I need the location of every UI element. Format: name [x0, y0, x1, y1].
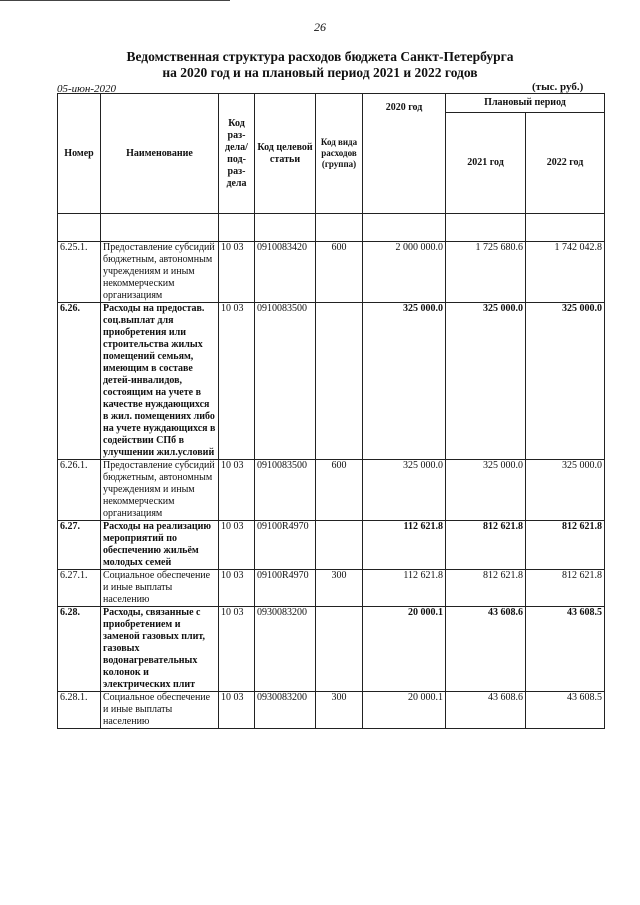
- row-amount-2021: 1 725 680.6: [446, 242, 526, 303]
- row-amount-2020: 325 000.0: [363, 460, 446, 521]
- row-amount-2020: 20 000.1: [363, 692, 446, 729]
- row-razdel: 10 03: [219, 692, 255, 729]
- row-csr: 0930083200: [255, 692, 316, 729]
- table-row: [58, 242, 605, 303]
- row-vr: [316, 303, 363, 460]
- header-number: Номер: [58, 94, 101, 214]
- header-vr: Код вида расходов (группа): [316, 94, 363, 214]
- table-row: [58, 607, 605, 692]
- row-number: 6.28.: [58, 607, 101, 692]
- row-amount-2022: 325 000.0: [526, 460, 605, 521]
- row-razdel: 10 03: [219, 607, 255, 692]
- document-title: [0, 49, 640, 81]
- title-line-2: на 2020 год и на плановый период 2021 и 2022 годов: [162, 65, 478, 80]
- row-vr: 600: [316, 460, 363, 521]
- row-amount-2020: 2 000 000.0: [363, 242, 446, 303]
- row-number: 6.27.: [58, 521, 101, 570]
- top-rule: [0, 0, 230, 1]
- row-razdel: 10 03: [219, 521, 255, 570]
- row-vr: 300: [316, 570, 363, 607]
- row-name: Социальное обеспечение и иные выплаты населению: [101, 570, 219, 607]
- row-number: 6.27.1.: [58, 570, 101, 607]
- row-amount-2020: 112 621.8: [363, 521, 446, 570]
- table-row: [58, 692, 605, 729]
- row-amount-2021: 43 608.6: [446, 692, 526, 729]
- row-csr: 0910083500: [255, 460, 316, 521]
- row-name: Социальное обеспечение и иные выплаты населению: [101, 692, 219, 729]
- row-name: Предоставление субсидий бюджетным, автономным учреждениям и иным некоммерческим организациям: [101, 460, 219, 521]
- header-name: Наименование: [101, 94, 219, 214]
- row-razdel: 10 03: [219, 570, 255, 607]
- row-number: 6.28.1.: [58, 692, 101, 729]
- title-line-1: Ведомственная структура расходов бюджета Санкт-Петербурга: [126, 49, 514, 64]
- row-csr: 09100R4970: [255, 570, 316, 607]
- row-vr: [316, 521, 363, 570]
- row-csr: 0930083200: [255, 607, 316, 692]
- row-amount-2020: 325 000.0: [363, 303, 446, 460]
- row-amount-2022: 812 621.8: [526, 521, 605, 570]
- budget-table: [57, 93, 605, 729]
- header-razdel: Код раз-дела/ под-раз-дела: [219, 94, 255, 214]
- table-row: [58, 303, 605, 460]
- row-amount-2020: 20 000.1: [363, 607, 446, 692]
- blank-row: [58, 214, 605, 242]
- row-razdel: 10 03: [219, 460, 255, 521]
- row-vr: 300: [316, 692, 363, 729]
- row-amount-2021: 812 621.8: [446, 521, 526, 570]
- row-name: Расходы на предостав. соц.выплат для приобретения или строительства жилых помещений семьям, имеющим в составе детей-инвалидов, состоящим на учете в качестве нуждающихся в жил. помещениях либо на учете нуждающихся в содействии СПб в улучшении жил.условий: [101, 303, 219, 460]
- row-amount-2021: 812 621.8: [446, 570, 526, 607]
- row-number: 6.25.1.: [58, 242, 101, 303]
- row-razdel: 10 03: [219, 303, 255, 460]
- row-number: 6.26.: [58, 303, 101, 460]
- row-csr: 0910083500: [255, 303, 316, 460]
- row-amount-2021: 325 000.0: [446, 460, 526, 521]
- row-name: Предоставление субсидий бюджетным, автономным учреждениям и иным некоммерческим организациям: [101, 242, 219, 303]
- page-number: 26: [314, 20, 326, 34]
- header-2021: 2021 год: [446, 113, 526, 214]
- row-amount-2021: 43 608.6: [446, 607, 526, 692]
- row-vr: 600: [316, 242, 363, 303]
- table-body: [58, 214, 605, 729]
- row-name: Расходы на реализацию мероприятий по обеспечению жильём молодых семей: [101, 521, 219, 570]
- row-amount-2022: 43 608.5: [526, 692, 605, 729]
- row-amount-2022: 325 000.0: [526, 303, 605, 460]
- header-csr: Код целевой статьи: [255, 94, 316, 214]
- units-label: (тыс. руб.): [532, 81, 584, 93]
- row-vr: [316, 607, 363, 692]
- header-2022: 2022 год: [526, 113, 605, 214]
- row-amount-2022: 1 742 042.8: [526, 242, 605, 303]
- table-row: [58, 521, 605, 570]
- header-2020: 2020 год: [363, 94, 446, 214]
- row-amount-2020: 112 621.8: [363, 570, 446, 607]
- row-csr: 0910083420: [255, 242, 316, 303]
- document-date: 05-июн-2020: [57, 83, 117, 95]
- table-row: [58, 460, 605, 521]
- row-amount-2021: 325 000.0: [446, 303, 526, 460]
- row-name: Расходы, связанные с приобретением и заменой газовых плит, газовых водонагревательных колонок и электрических плит: [101, 607, 219, 692]
- header-planned-period: Плановый период: [446, 94, 605, 113]
- row-csr: 09100R4970: [255, 521, 316, 570]
- table-row: [58, 570, 605, 607]
- row-amount-2022: 812 621.8: [526, 570, 605, 607]
- row-amount-2022: 43 608.5: [526, 607, 605, 692]
- row-number: 6.26.1.: [58, 460, 101, 521]
- row-razdel: 10 03: [219, 242, 255, 303]
